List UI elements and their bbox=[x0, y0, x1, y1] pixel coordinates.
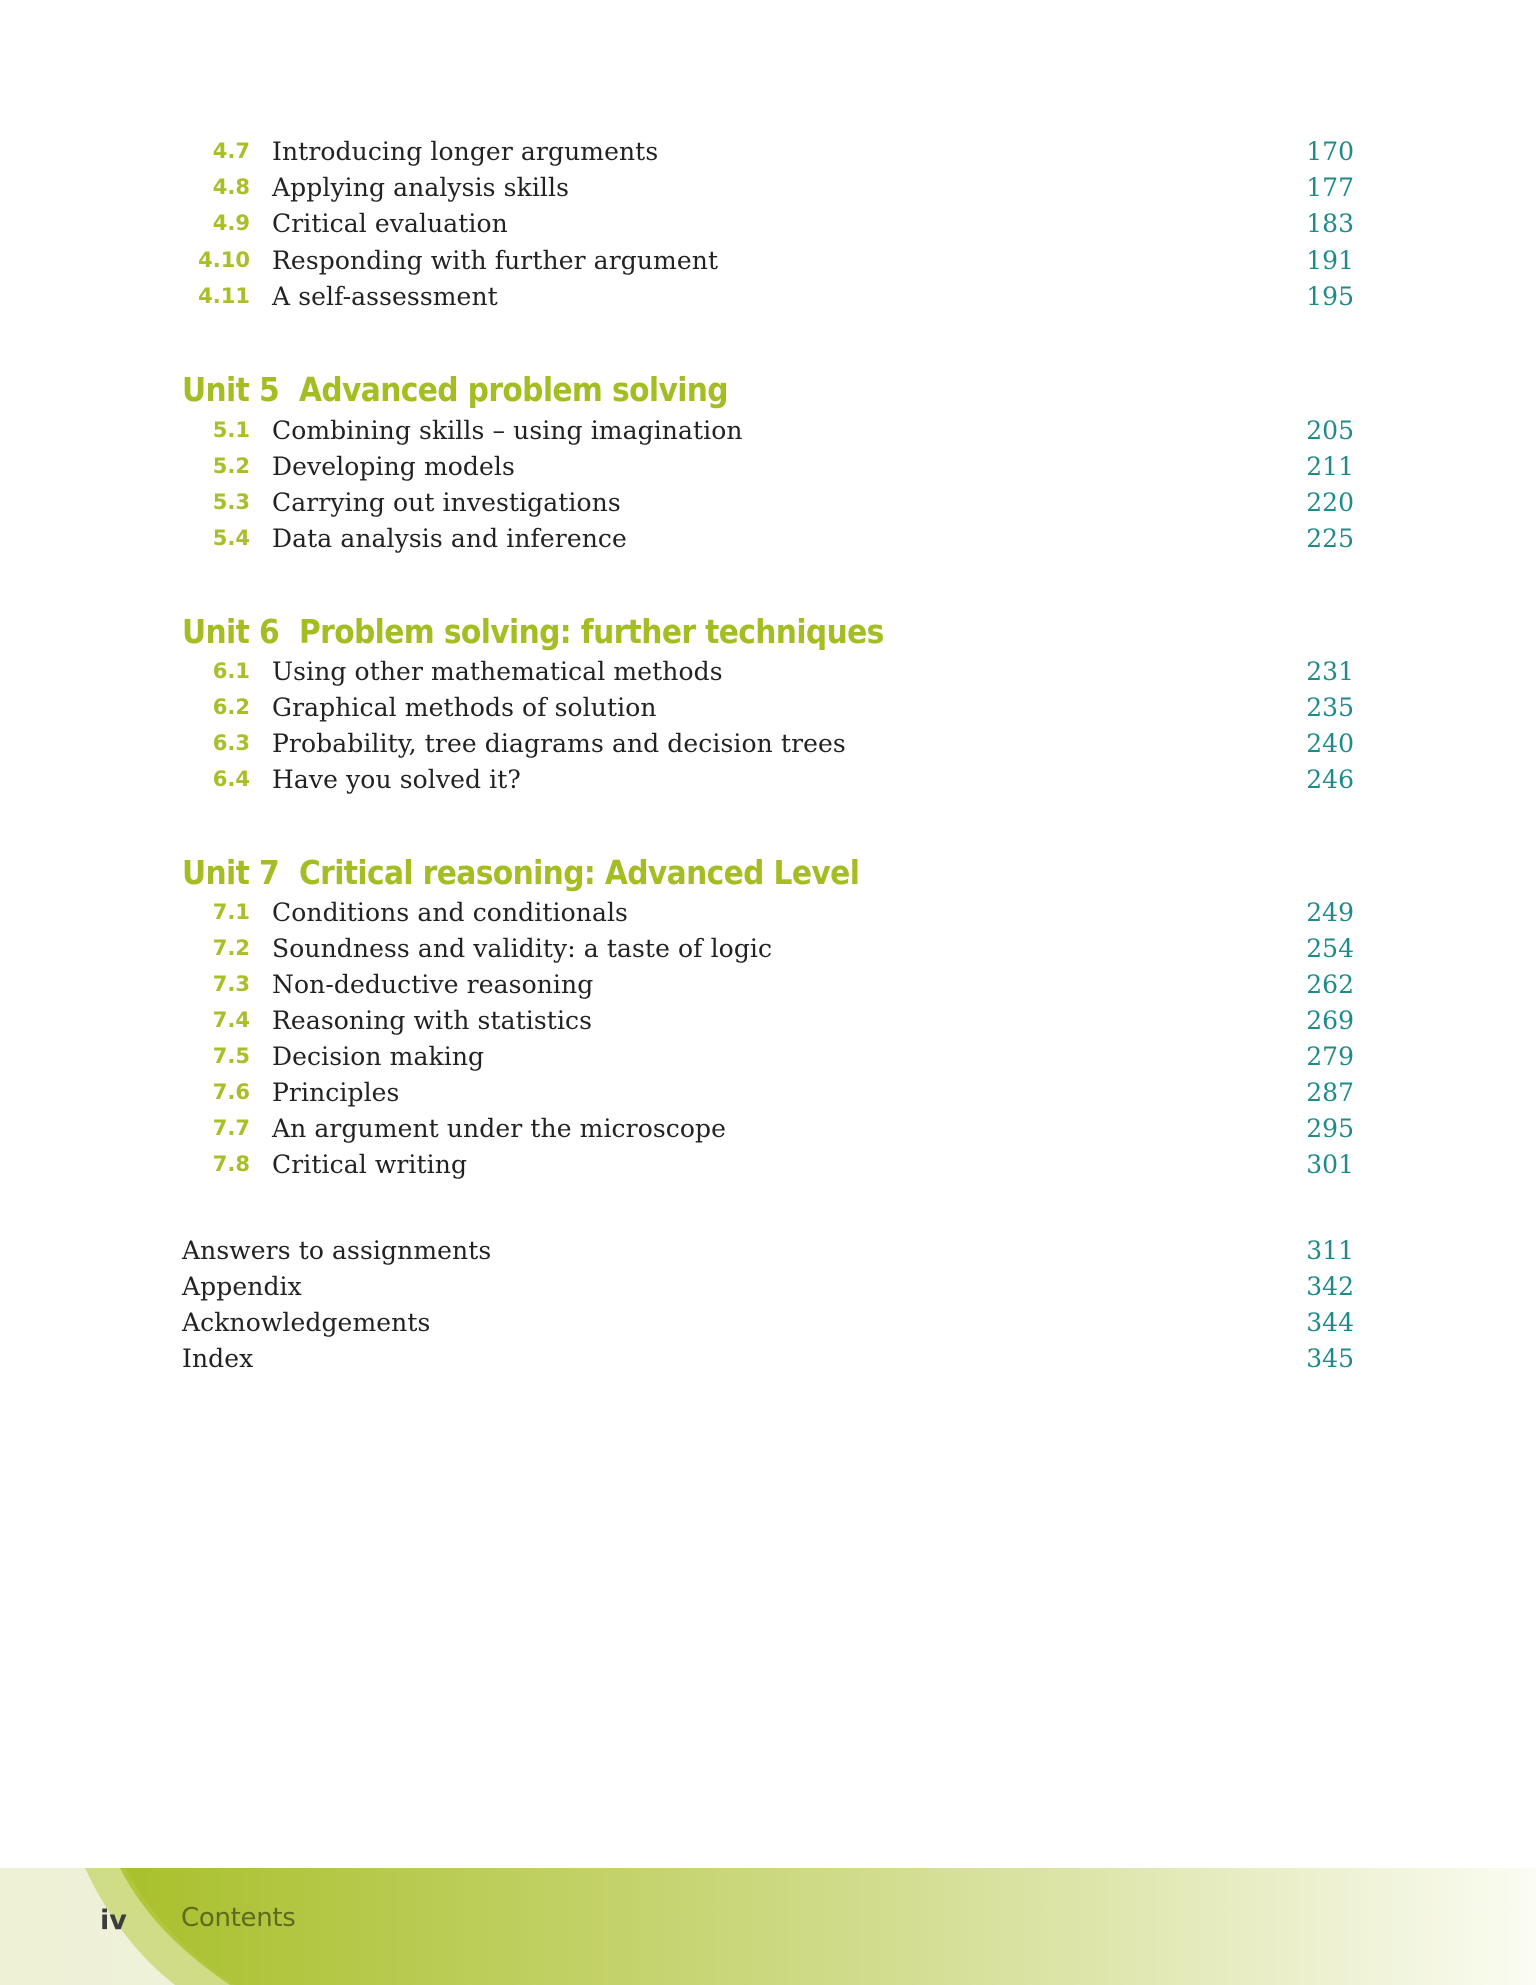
section-number: 7.2 bbox=[212, 936, 250, 960]
section-title: Principles bbox=[272, 1077, 400, 1107]
page-number: 301 bbox=[1306, 1149, 1354, 1179]
section-number: 7.3 bbox=[212, 972, 250, 996]
toc-entry[interactable] bbox=[182, 412, 1354, 448]
section-title: Reasoning with statistics bbox=[272, 1005, 593, 1035]
section-number: 5.2 bbox=[212, 454, 250, 478]
section-title: Data analysis and inference bbox=[272, 523, 627, 553]
section-title: Non-deductive reasoning bbox=[272, 969, 594, 999]
back-matter-entry[interactable] bbox=[182, 1304, 1354, 1340]
back-matter-title: Answers to assignments bbox=[182, 1235, 492, 1265]
section-number: 4.10 bbox=[198, 248, 250, 272]
unit-heading[interactable] bbox=[182, 367, 728, 411]
section-title: Critical evaluation bbox=[272, 208, 508, 238]
section-number: 5.1 bbox=[212, 418, 250, 442]
section-title: Critical writing bbox=[272, 1149, 468, 1179]
toc-entry[interactable] bbox=[182, 930, 1354, 966]
toc-entry[interactable] bbox=[182, 689, 1354, 725]
unit-label: Unit 7 bbox=[182, 852, 279, 892]
section-title: Developing models bbox=[272, 451, 515, 481]
toc-entry[interactable] bbox=[182, 1110, 1354, 1146]
section-number: 6.4 bbox=[212, 767, 250, 791]
page-number: 177 bbox=[1306, 172, 1354, 202]
section-title: Probability, tree diagrams and decision trees bbox=[272, 728, 846, 758]
toc-entry[interactable] bbox=[182, 484, 1354, 520]
page-number: 342 bbox=[1306, 1271, 1354, 1301]
section-number: 4.11 bbox=[198, 284, 250, 308]
toc-entry[interactable] bbox=[182, 653, 1354, 689]
section-number: 7.4 bbox=[212, 1008, 250, 1032]
toc-entry[interactable] bbox=[182, 278, 1354, 314]
section-number: 4.9 bbox=[212, 211, 250, 235]
page-number: 211 bbox=[1306, 451, 1354, 481]
back-matter-entry[interactable] bbox=[182, 1268, 1354, 1304]
page-number: 170 bbox=[1306, 136, 1354, 166]
page-number: 279 bbox=[1306, 1041, 1354, 1071]
section-number: 7.7 bbox=[212, 1116, 250, 1140]
unit-label: Unit 6 bbox=[182, 611, 279, 651]
section-number: 4.7 bbox=[212, 139, 250, 163]
page-number: 254 bbox=[1306, 933, 1354, 963]
page-number: 205 bbox=[1306, 415, 1354, 445]
toc-entry[interactable] bbox=[182, 205, 1354, 241]
unit-label: Unit 5 bbox=[182, 369, 279, 409]
unit-heading[interactable] bbox=[182, 609, 884, 653]
toc-entry[interactable] bbox=[182, 1074, 1354, 1110]
section-title: Applying analysis skills bbox=[272, 172, 570, 202]
section-number: 7.5 bbox=[212, 1044, 250, 1068]
section-title: Conditions and conditionals bbox=[272, 897, 628, 927]
page-number: 235 bbox=[1306, 692, 1354, 722]
unit-title: Advanced problem solving bbox=[299, 369, 728, 409]
toc-entry[interactable] bbox=[182, 1002, 1354, 1038]
page-number: 249 bbox=[1306, 897, 1354, 927]
page-number: 345 bbox=[1306, 1343, 1354, 1373]
section-title: Combining skills – using imagination bbox=[272, 415, 743, 445]
page-number: 183 bbox=[1306, 208, 1354, 238]
toc-entry[interactable] bbox=[182, 133, 1354, 169]
section-title: Decision making bbox=[272, 1041, 485, 1071]
toc-entry[interactable] bbox=[182, 242, 1354, 278]
page-number: 220 bbox=[1306, 487, 1354, 517]
page-number: 191 bbox=[1306, 245, 1354, 275]
toc-entry[interactable] bbox=[182, 761, 1354, 797]
section-number: 6.2 bbox=[212, 695, 250, 719]
toc-entry[interactable] bbox=[182, 448, 1354, 484]
section-number: 5.4 bbox=[212, 526, 250, 550]
page-number: 231 bbox=[1306, 656, 1354, 686]
page-number: 240 bbox=[1306, 728, 1354, 758]
back-matter-title: Appendix bbox=[182, 1271, 302, 1301]
toc-entry[interactable] bbox=[182, 894, 1354, 930]
page-number: 262 bbox=[1306, 969, 1354, 999]
back-matter-title: Index bbox=[182, 1343, 254, 1373]
page-numeral: iv bbox=[100, 1905, 127, 1936]
page-number: 344 bbox=[1306, 1307, 1354, 1337]
unit-title: Problem solving: further techniques bbox=[299, 611, 884, 651]
unit-title: Critical reasoning: Advanced Level bbox=[299, 852, 860, 892]
back-matter-entry[interactable] bbox=[182, 1340, 1354, 1376]
section-title: Graphical methods of solution bbox=[272, 692, 657, 722]
page-number: 295 bbox=[1306, 1113, 1354, 1143]
page-number: 311 bbox=[1306, 1235, 1354, 1265]
toc-entry[interactable] bbox=[182, 169, 1354, 205]
page-number: 269 bbox=[1306, 1005, 1354, 1035]
back-matter-entry[interactable] bbox=[182, 1232, 1354, 1268]
toc-entry[interactable] bbox=[182, 725, 1354, 761]
section-title: Introducing longer arguments bbox=[272, 136, 659, 166]
section-title: Soundness and validity: a taste of logic bbox=[272, 933, 773, 963]
section-title: An argument under the microscope bbox=[272, 1113, 727, 1143]
toc-entry[interactable] bbox=[182, 1146, 1354, 1182]
section-number: 6.1 bbox=[212, 659, 250, 683]
footer-section-label: Contents bbox=[181, 1903, 296, 1933]
page-number: 287 bbox=[1306, 1077, 1354, 1107]
toc-entry[interactable] bbox=[182, 520, 1354, 556]
page-number: 225 bbox=[1306, 523, 1354, 553]
section-title: A self-assessment bbox=[272, 281, 498, 311]
section-title: Using other mathematical methods bbox=[272, 656, 723, 686]
section-number: 7.8 bbox=[212, 1152, 250, 1176]
section-number: 7.6 bbox=[212, 1080, 250, 1104]
section-number: 7.1 bbox=[212, 900, 250, 924]
section-title: Carrying out investigations bbox=[272, 487, 621, 517]
section-title: Responding with further argument bbox=[272, 245, 719, 275]
section-number: 6.3 bbox=[212, 731, 250, 755]
toc-entry[interactable] bbox=[182, 1038, 1354, 1074]
section-number: 5.3 bbox=[212, 490, 250, 514]
page-number: 246 bbox=[1306, 764, 1354, 794]
section-title: Have you solved it? bbox=[272, 764, 521, 794]
section-number: 4.8 bbox=[212, 175, 250, 199]
unit-heading[interactable] bbox=[182, 850, 859, 894]
toc-entry[interactable] bbox=[182, 966, 1354, 1002]
page-number: 195 bbox=[1306, 281, 1354, 311]
back-matter-title: Acknowledgements bbox=[182, 1307, 431, 1337]
